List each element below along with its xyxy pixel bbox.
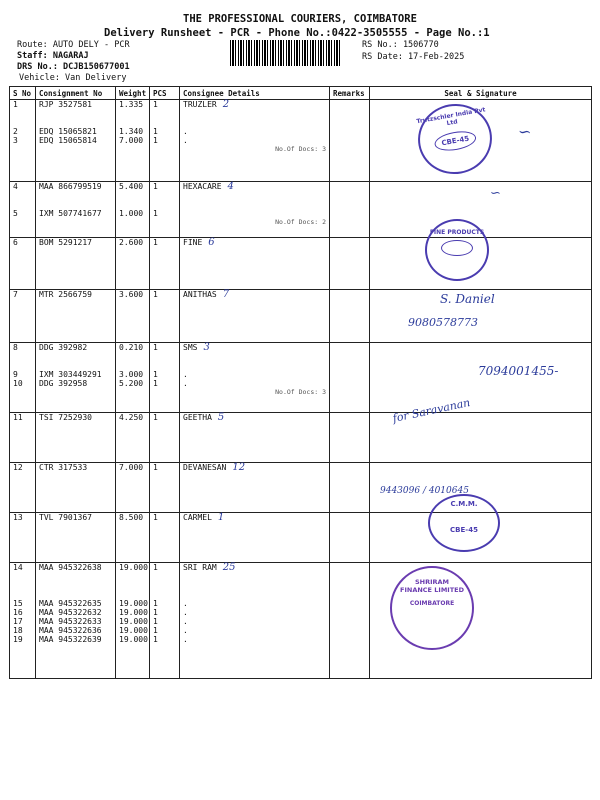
cell-remarks — [330, 238, 370, 290]
cell-line: . — [183, 127, 188, 136]
cell-pcs — [150, 463, 180, 513]
cell-line: 0.210 — [119, 343, 144, 352]
cell-line — [183, 200, 326, 209]
cell-line: 14 — [13, 563, 23, 572]
cell-remarks — [330, 513, 370, 563]
cell-line: EDQ 15065814 — [39, 136, 97, 145]
cell-line: 1.335 — [119, 100, 144, 109]
cell-pcs — [150, 100, 180, 182]
cell-line — [119, 118, 146, 127]
cell-line — [119, 200, 146, 209]
cell-con — [180, 463, 330, 513]
cell-con — [180, 238, 330, 290]
cell-line: TVL 7901367 — [39, 513, 92, 522]
cell-pcs — [150, 182, 180, 238]
cell-line — [13, 581, 32, 590]
cell-remarks — [330, 100, 370, 182]
cell-line: 5.400 — [119, 182, 144, 191]
cell-line: . — [183, 370, 188, 379]
cell-line: 2.600 — [119, 238, 144, 247]
cell-line: 19 — [13, 635, 23, 644]
handwritten-count: 5 — [217, 412, 225, 423]
cell-pcs — [150, 413, 180, 463]
handwritten-count: 7 — [222, 289, 230, 300]
cell-line: 1 — [13, 100, 18, 109]
cell-line: 6 — [13, 238, 18, 247]
cell-line: CTR 317533 — [39, 463, 88, 472]
cell-line — [13, 191, 32, 200]
cell-line: TRUZLER 2 — [183, 99, 230, 110]
cell-line: IXM 507741677 — [39, 209, 102, 218]
cell-line — [183, 361, 326, 370]
cell-line: 1 — [153, 290, 158, 299]
cell-line: 3 — [13, 136, 18, 145]
rs-date-text: RS Date: 17-Feb-2025 — [362, 52, 465, 62]
cell-line: IXM 303449291 — [39, 370, 102, 379]
cell-line: MAA 945322633 — [39, 617, 102, 626]
drs-text: DRS No.: DCJB150677001 — [17, 62, 130, 72]
cell-line: 3.600 — [119, 290, 144, 299]
cell-line — [183, 109, 326, 118]
cell-line: 1 — [153, 608, 158, 617]
cell-line — [119, 109, 146, 118]
cell-line: 19.000 — [119, 626, 148, 635]
cell-line: GEETHA 5 — [183, 412, 225, 423]
cell-line: FINE 6 — [183, 237, 215, 248]
cell-line — [119, 572, 146, 581]
cell-line — [153, 109, 176, 118]
staff-text: Staff: NAGARAJ — [17, 51, 89, 61]
cell-wt — [116, 513, 150, 563]
runsheet-table — [9, 86, 592, 679]
cell-line: MAA 945322632 — [39, 608, 102, 617]
handwritten-count: 25 — [222, 562, 236, 573]
cell-line: 5.200 — [119, 379, 144, 388]
cell-sno — [10, 290, 36, 343]
cell-con — [180, 100, 330, 182]
cell-line: 1 — [153, 413, 158, 422]
cell-line: 1 — [153, 635, 158, 644]
cell-line — [13, 118, 32, 127]
cell-line: . — [183, 379, 188, 388]
cell-line — [39, 118, 112, 127]
cell-sno — [10, 463, 36, 513]
cell-line — [153, 361, 176, 370]
cell-line: 1 — [153, 238, 158, 247]
cell-line: 19.000 — [119, 599, 148, 608]
vehicle-text: Vehicle: Van Delivery — [19, 73, 127, 83]
cell-line: 8 — [13, 343, 18, 352]
cell-line — [13, 590, 32, 599]
cell-con — [180, 563, 330, 679]
cell-line: . — [183, 626, 188, 635]
cell-wt — [116, 290, 150, 343]
cell-line: 1 — [153, 100, 158, 109]
cell-line: . — [183, 617, 188, 626]
cell-line: ANITHAS 7 — [183, 289, 230, 300]
cell-line — [183, 352, 326, 361]
docs-count: No.Of Docs: 3 — [275, 388, 326, 396]
table-row — [10, 100, 592, 182]
cell-line: TSI 7252930 — [39, 413, 92, 422]
cell-cno — [36, 413, 116, 463]
cm-stamp: C.M.M. CBE-45 — [428, 494, 500, 552]
cell-line — [13, 200, 32, 209]
cell-line — [183, 581, 326, 590]
route-text: Route: AUTO DELY - PCR — [17, 40, 130, 50]
cell-line: . — [183, 136, 188, 145]
cell-line: 8.500 — [119, 513, 144, 522]
cell-line: BOM 5291217 — [39, 238, 92, 247]
cell-line — [153, 590, 176, 599]
cell-cno — [36, 513, 116, 563]
handwritten-count: 2 — [222, 99, 230, 110]
cell-line: 19.000 — [119, 563, 148, 572]
cell-line: 1 — [153, 379, 158, 388]
cell-line — [153, 352, 176, 361]
cell-line — [39, 191, 112, 200]
cell-line: 1 — [153, 617, 158, 626]
col-remarks: Remarks — [330, 87, 370, 100]
col-consignment: Consignment No — [36, 87, 116, 100]
cell-con — [180, 513, 330, 563]
cell-line: 19.000 — [119, 617, 148, 626]
cell-remarks — [330, 563, 370, 679]
cell-line: 1.340 — [119, 127, 144, 136]
cell-line — [13, 352, 32, 361]
cell-line: 19.000 — [119, 635, 148, 644]
cbe45-stamp-1: Trutzschler India Pvt Ltd CBE-45 — [412, 98, 497, 180]
cell-con — [180, 343, 330, 413]
cell-pcs — [150, 290, 180, 343]
signature-1: ∽ — [518, 122, 532, 141]
cell-line — [39, 361, 112, 370]
cell-line: 3.000 — [119, 370, 144, 379]
cell-line — [39, 581, 112, 590]
shriram-stamp: SHRIRAM FINANCE LIMITED COIMBATORE — [390, 566, 474, 650]
cell-line: 12 — [13, 463, 23, 472]
cell-line — [39, 200, 112, 209]
cell-pcs — [150, 513, 180, 563]
handwritten-count: 12 — [232, 462, 246, 473]
cell-line: 19.000 — [119, 608, 148, 617]
cell-line — [153, 118, 176, 127]
cell-sno — [10, 343, 36, 413]
cell-line — [13, 572, 32, 581]
cell-line — [183, 191, 326, 200]
cell-wt — [116, 238, 150, 290]
cell-line — [39, 109, 112, 118]
cell-line: 11 — [13, 413, 23, 422]
cell-line: MTR 2566759 — [39, 290, 92, 299]
barcode-image — [230, 40, 342, 66]
company-title: THE PROFESSIONAL COURIERS, COIMBATORE — [183, 13, 417, 25]
cell-line: 13 — [13, 513, 23, 522]
cell-wt — [116, 100, 150, 182]
cell-remarks — [330, 413, 370, 463]
table-row — [10, 563, 592, 679]
cell-cno — [36, 343, 116, 413]
handwritten-count: 6 — [208, 237, 215, 248]
cell-line: 1 — [153, 343, 158, 352]
cell-line — [39, 590, 112, 599]
runsheet-subtitle: Delivery Runsheet - PCR - Phone No.:0422-3505555 - Page No.:1 — [104, 27, 490, 39]
cell-line: 1 — [153, 182, 158, 191]
phone-3: 9443096 / 4010645 — [380, 486, 469, 496]
cell-line: MAA 945322639 — [39, 635, 102, 644]
cell-sno — [10, 100, 36, 182]
cell-line: 1 — [153, 626, 158, 635]
cell-line: 18 — [13, 626, 23, 635]
cell-cno — [36, 463, 116, 513]
cell-line: 16 — [13, 608, 23, 617]
fine-stamp: FINE PRODUCTS — [425, 219, 489, 281]
cell-line — [119, 191, 146, 200]
cell-line — [183, 209, 326, 218]
cell-con — [180, 182, 330, 238]
cell-line: 10 — [13, 379, 23, 388]
table-row — [10, 513, 592, 563]
table-row — [10, 182, 592, 238]
cell-remarks — [330, 182, 370, 238]
cell-remarks — [330, 343, 370, 413]
cell-pcs — [150, 238, 180, 290]
cell-line — [119, 352, 146, 361]
col-sno: S No — [10, 87, 36, 100]
cell-line — [39, 352, 112, 361]
cell-wt — [116, 182, 150, 238]
cell-line: 1 — [153, 136, 158, 145]
cell-line: EDQ 15065821 — [39, 127, 97, 136]
cell-line — [183, 118, 326, 127]
cell-line — [119, 361, 146, 370]
cell-line: 7.000 — [119, 463, 144, 472]
cell-wt — [116, 463, 150, 513]
cell-line: 9 — [13, 370, 18, 379]
cell-line: CARMEL 1 — [183, 512, 225, 523]
cell-line — [39, 572, 112, 581]
cell-con — [180, 413, 330, 463]
cell-line — [13, 361, 32, 370]
cell-remarks — [330, 290, 370, 343]
cell-sno — [10, 238, 36, 290]
cell-wt — [116, 413, 150, 463]
cell-con — [180, 290, 330, 343]
cell-line: 5 — [13, 209, 18, 218]
cell-line: 1 — [153, 513, 158, 522]
cell-cno — [36, 182, 116, 238]
cell-line: . — [183, 599, 188, 608]
table-row — [10, 238, 592, 290]
cell-line: 1 — [153, 599, 158, 608]
cell-line: SRI RAM 25 — [183, 562, 236, 573]
cell-line: DDG 392958 — [39, 379, 88, 388]
cell-line: 1 — [153, 563, 158, 572]
cell-line: DEVANESAN 12 — [183, 462, 246, 473]
cell-line: 4 — [13, 182, 18, 191]
docs-count: No.Of Docs: 3 — [275, 145, 326, 153]
phone-2: 7094001455- — [478, 364, 559, 378]
col-consignee: Consignee Details — [180, 87, 330, 100]
rs-no-text: RS No.: 1506770 — [362, 40, 439, 50]
cell-sno — [10, 563, 36, 679]
cell-line: 17 — [13, 617, 23, 626]
handwritten-count: 3 — [203, 342, 210, 353]
docs-count: No.Of Docs: 2 — [275, 218, 326, 226]
cell-line: RJP 3527581 — [39, 100, 92, 109]
cell-pcs — [150, 563, 180, 679]
cell-cno — [36, 100, 116, 182]
col-pcs: PCS — [150, 87, 180, 100]
cell-line: 2 — [13, 127, 18, 136]
col-seal: Seal & Signature — [370, 87, 592, 100]
col-weight: Weight — [116, 87, 150, 100]
cell-remarks — [330, 463, 370, 513]
cell-line — [183, 590, 326, 599]
cell-line: MAA 945322636 — [39, 626, 102, 635]
cell-line: 1 — [153, 463, 158, 472]
cell-line: MAA 945322638 — [39, 563, 102, 572]
cell-line: 1 — [153, 209, 158, 218]
cell-line: MAA 945322635 — [39, 599, 102, 608]
cell-line — [153, 200, 176, 209]
cell-sno — [10, 513, 36, 563]
cell-line — [119, 581, 146, 590]
cell-line — [13, 109, 32, 118]
signature-daniel: S. Daniel — [440, 292, 495, 306]
cell-line: SMS 3 — [183, 342, 210, 353]
cell-line — [153, 572, 176, 581]
cell-line: 7.000 — [119, 136, 144, 145]
cell-cno — [36, 290, 116, 343]
cell-line — [153, 581, 176, 590]
handwritten-count: 1 — [217, 512, 225, 523]
phone-1: 9080578773 — [408, 316, 478, 329]
table-header-row — [10, 87, 592, 100]
cell-pcs — [150, 343, 180, 413]
cell-line: 1 — [153, 370, 158, 379]
table-row — [10, 290, 592, 343]
cell-cno — [36, 563, 116, 679]
signature-2: ∽ — [490, 186, 501, 201]
cell-line: 15 — [13, 599, 23, 608]
cell-sno — [10, 413, 36, 463]
cell-line: . — [183, 608, 188, 617]
cell-line: 7 — [13, 290, 18, 299]
for-saravanan: for Saravanan — [391, 395, 472, 426]
cell-wt — [116, 563, 150, 679]
cell-line — [153, 191, 176, 200]
cell-wt — [116, 343, 150, 413]
cell-line: . — [183, 635, 188, 644]
cell-line — [119, 590, 146, 599]
cell-line: HEXACARE 4 — [183, 181, 234, 192]
cell-sno — [10, 182, 36, 238]
cell-line: 4.250 — [119, 413, 144, 422]
handwritten-count: 4 — [227, 181, 234, 192]
cell-line — [183, 572, 326, 581]
cell-line: DDG 392982 — [39, 343, 88, 352]
cell-line: 1.000 — [119, 209, 144, 218]
cell-cno — [36, 238, 116, 290]
table-row — [10, 463, 592, 513]
cell-line: MAA 866799519 — [39, 182, 102, 191]
table-row — [10, 413, 592, 463]
cell-line: 1 — [153, 127, 158, 136]
